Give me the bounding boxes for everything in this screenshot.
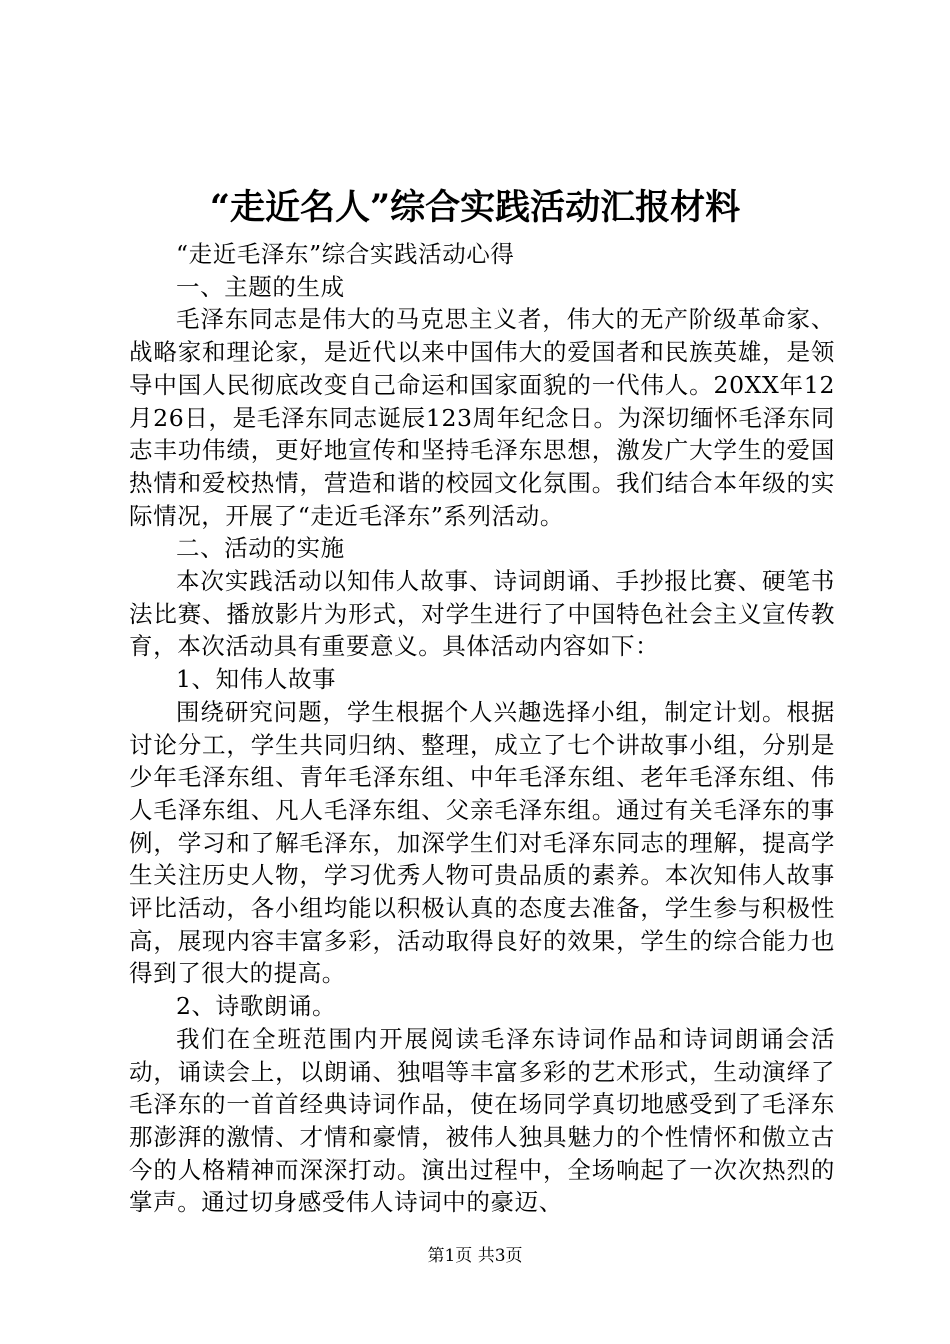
paragraph-theme: 毛泽东同志是伟大的马克思主义者，伟大的无产阶级革命家、战略家和理论家，是近代以来中国伟大的爱国者和民族英雄，是领导中国人民彻底改变自己命运和国家面貌的一代伟人。20XX年12月26日，是毛泽东同志诞辰123周年纪念日。为深切缅怀毛泽东同志丰功伟绩，更好地宣传和坚持毛泽东思想，激发广大学生的爱国热情和爱校热情，营造和谐的校园文化氛围。我们结合本年级的实际情况，开展了“走近毛泽东”系列活动。 [129,305,835,530]
document-subtitle: “走近毛泽东”综合实践活动心得 [176,240,515,268]
item-heading-poetry: 2、诗歌朗诵。 [176,992,337,1021]
page-footer: 第1页 共3页 [427,1246,523,1266]
paragraph-implementation: 本次实践活动以知伟人故事、诗词朗诵、手抄报比赛、硬笔书法比赛、播放影片为形式，对学生进行了中国特色社会主义宣传教育，本次活动具有重要意义。具体活动内容如下： [129,567,835,661]
item-heading-stories: 1、知伟人故事 [176,665,337,694]
document-body [129,238,835,1219]
document-title: “走近名人”综合实践活动汇报材料 [209,187,741,228]
section-heading-theme: 一、主题的生成 [176,272,345,301]
section-heading-implementation: 二、活动的实施 [176,534,345,563]
paragraph-poetry: 我们在全班范围内开展阅读毛泽东诗词作品和诗词朗诵会活动，诵读会上，以朗诵、独唱等丰富多彩的艺术形式，生动演绎了毛泽东的一首首经典诗词作品，使在场同学真切地感受到了毛泽东那澎湃的激情、才情和豪情，被伟人独具魅力的个性情怀和傲立古今的人格精神而深深打动。演出过程中，全场响起了一次次热烈的掌声。通过切身感受伟人诗词中的豪迈、 [129,1024,835,1217]
paragraph-stories: 围绕研究问题，学生根据个人兴趣选择小组，制定计划。根据讨论分工，学生共同归纳、整理，成立了七个讲故事小组，分别是少年毛泽东组、青年毛泽东组、中年毛泽东组、老年毛泽东组、伟人毛泽东组、凡人毛泽东组、父亲毛泽东组。通过有关毛泽东的事例，学习和了解毛泽东，加深学生们对毛泽东同志的理解，提高学生关注历史人物，学习优秀人物可贵品质的素养。本次知伟人故事评比活动，各小组均能以积极认真的态度去准备，学生参与积极性高，展现内容丰富多彩，活动取得良好的效果，学生的综合能力也得到了很大的提高。 [129,697,835,988]
